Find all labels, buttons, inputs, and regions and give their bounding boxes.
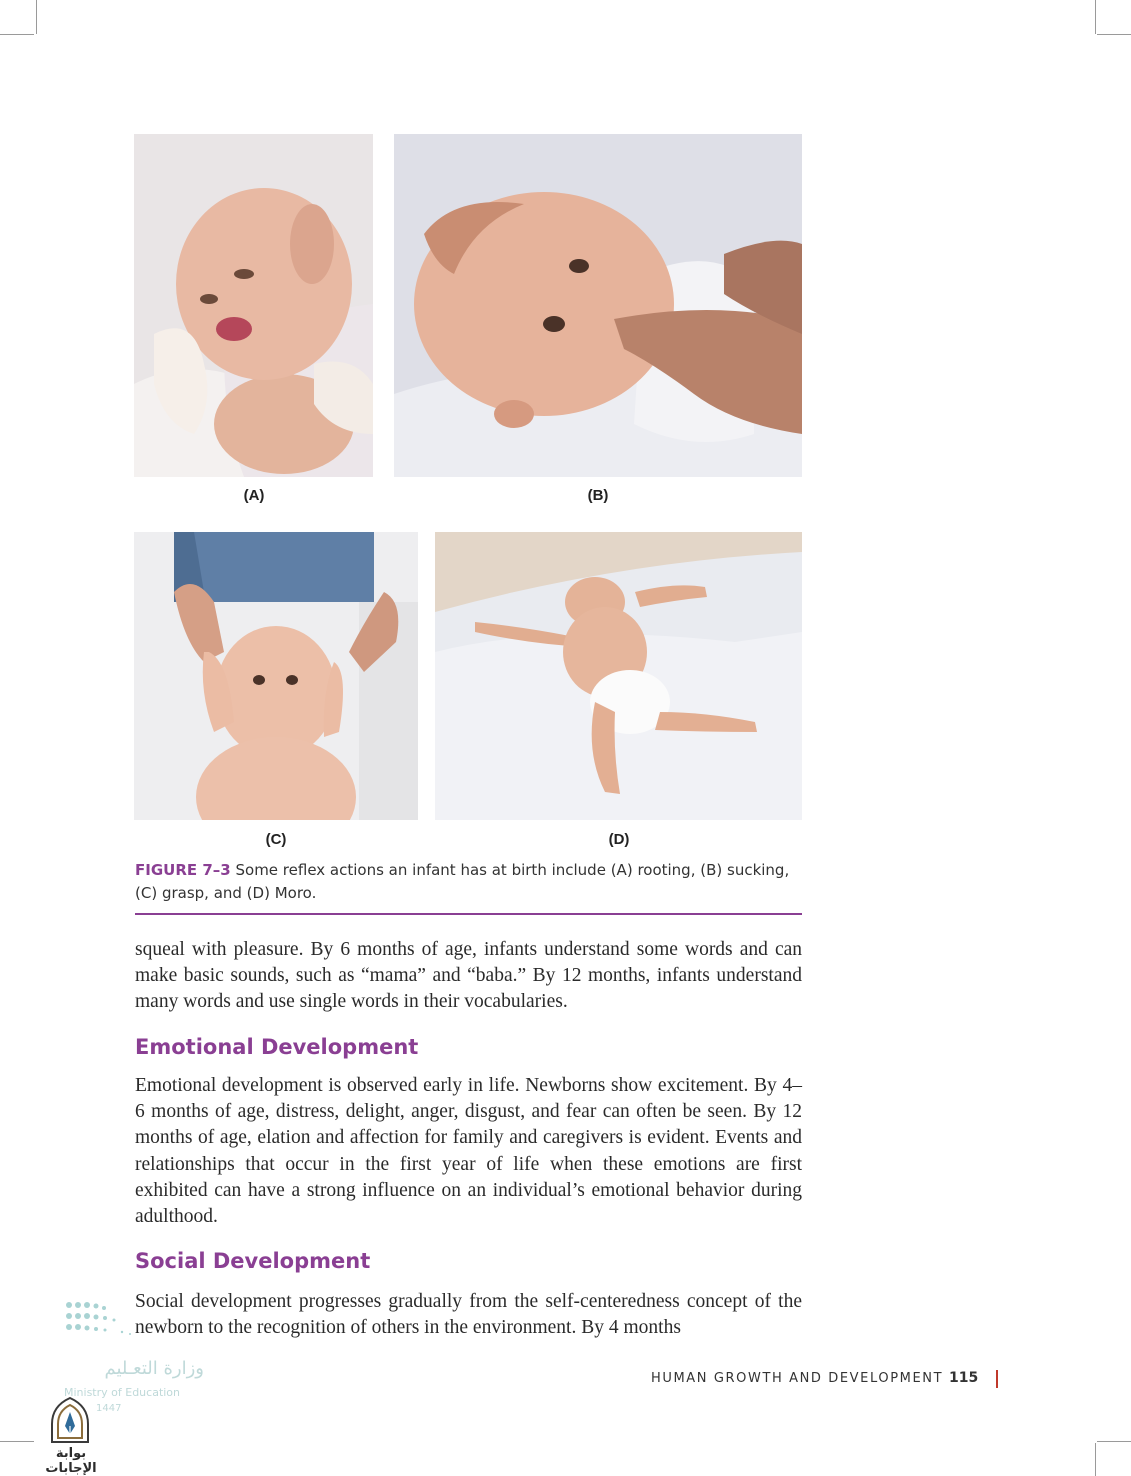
crop-mark: [1097, 1441, 1131, 1442]
heading-emotional-development: Emotional Development: [135, 1035, 419, 1059]
heading-social-development: Social Development: [135, 1249, 371, 1273]
ministry-dots-logo: [64, 1300, 144, 1340]
paragraph-social: Social development progresses gradually from the self-centeredness concept of the newborn to the recognition of others in the environment. By 4 months: [135, 1291, 802, 1339]
running-footer-title: HUMAN GROWTH AND DEVELOPMENT: [651, 1371, 944, 1386]
photo-a-rooting: [134, 134, 373, 477]
panel-label-a: (A): [243, 487, 265, 504]
crop-mark: [1095, 1443, 1096, 1476]
panel-label-d: (D): [608, 831, 630, 848]
panel-label-c: (C): [265, 831, 287, 848]
crop-mark: [0, 1441, 34, 1442]
footer-accent-bar: [996, 1370, 998, 1388]
caption-divider: [135, 913, 802, 915]
photo-d-moro: [435, 532, 802, 820]
photo-c-grasp: [134, 532, 418, 820]
panel-label-b: (B): [587, 487, 609, 504]
figure-number: FIGURE 7–3: [135, 861, 231, 879]
crop-mark: [1095, 0, 1096, 34]
figure-caption-text: Some reflex actions an infant has at birth include (A) rooting, (B) sucking, (C) grasp, and (D) Moro.: [135, 861, 790, 902]
crop-mark: [1097, 34, 1131, 35]
photo-b-sucking: [394, 134, 802, 477]
page-number: 115: [949, 1370, 979, 1386]
crop-mark: [0, 34, 34, 35]
portal-logo-icon: [48, 1396, 92, 1444]
paragraph-language: squeal with pleasure. By 6 months of age, infants understand some words and can make basic sounds, such as “mama” and “baba.” By 12 months, infants understand many words and use single words in their vocabularies.: [135, 939, 802, 1013]
figure-caption: [135, 859, 802, 905]
paragraph-emotional: Emotional development is observed early in life. Newborns show excitement. By 4–6 months of age, distress, delight, anger, disgust, and fear can often be seen. By 12 months of age, elation and affection for family and caregivers is evident. Events and relationships that occur in the first year of life when these emotions are first exhibited can have a strong influence on an individual’s emotional behavior during adulthood.: [135, 1075, 802, 1228]
ministry-name-english: Ministry of Education: [64, 1386, 181, 1399]
crop-mark: [36, 0, 37, 34]
portal-name-arabic: بوابة الإجابات: [45, 1446, 97, 1476]
ministry-year: 1447: [96, 1403, 122, 1414]
ministry-name-arabic: وزارة التعـليم: [104, 1358, 204, 1379]
